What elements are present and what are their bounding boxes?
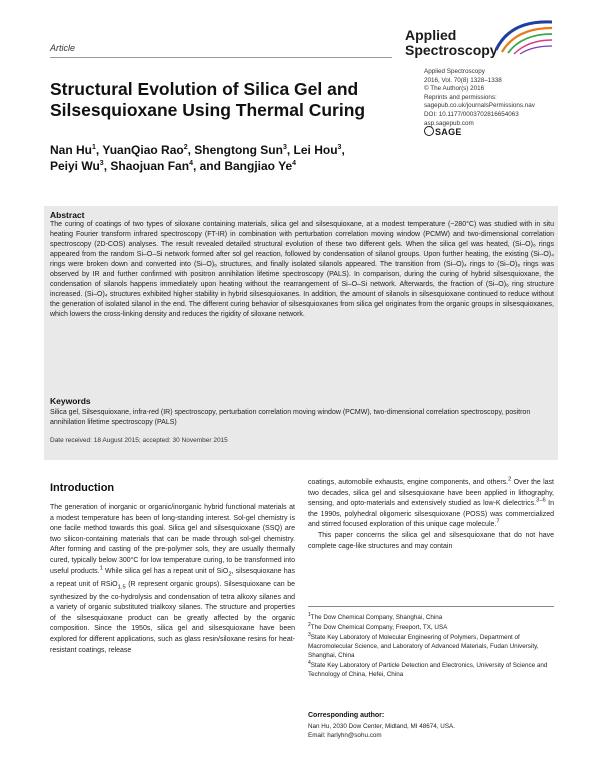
keywords-text: Silica gel, Silsesquioxane, infra-red (IR) spectroscopy, perturbation correlation moving window (PCMW), two-dimensional correlation spectroscopy, positron annihilation lifetime spectroscopy (PALS) <box>50 409 531 426</box>
affiliation-item: $^3$State Key Laboratory of Molecular Engineering of Polymers, Department of Macromolecular Science, and Laboratory of Advanced Materials, Fudan University, Shanghai, China <box>308 631 539 659</box>
pub-info-doi[interactable]: DOI: 10.1177/0003702816654063 <box>424 110 519 118</box>
affiliations <box>308 613 554 680</box>
keywords-heading: Keywords <box>50 396 91 406</box>
pub-info-line: Applied Spectroscopy <box>424 68 485 75</box>
affiliation-item: $^1$The Dow Chemical Company, Shanghai, China <box>308 611 443 621</box>
citation-ref[interactable]: 2 <box>508 476 512 483</box>
pub-info-link[interactable]: sagepub.co.uk/journalsPermissions.nav <box>424 102 535 110</box>
author-affil-mark: 4 <box>189 160 193 167</box>
pub-info-line: Reprints and permissions: <box>424 93 497 101</box>
author-name: Bangjiao Ye <box>224 159 293 173</box>
author-name: Shengtong Sun <box>194 143 283 157</box>
affiliation-item: $^2$The Dow Chemical Company, Freeport, TX, USA <box>308 621 448 631</box>
corresponding-author-details <box>308 722 554 740</box>
author-list: Nan Hu$^1$, YuanQiao Rao$^2$, Shengtong Sun$^3$, Lei Hou$^3$, Peiyi Wu$^3$, Shaojuan Fan$^4$, and Bangjiao Ye$^4$ <box>50 143 345 173</box>
received-dates: Date received: 18 August 2015; accepted: 30 November 2015 <box>50 437 228 444</box>
author-affil-mark: 3 <box>337 144 342 151</box>
body-paragraph: The generation of inorganic or organic/inorganic hybrid functional materials at a modest temperature has been of long-standing interest. Sol-gel chemistry is one facile method towards this goal. Silica gel and silsesquioxane (SSQ) are two silicon-containing materials that can be made through sol-gel chemistry. After forming and casting of the pre-polymer sols, they are usually thermally cured, typically below 300°C for low temperature curing, to be transformed into useful products.$^1$ While silica gel has a repeat unit of SiO$_2$, silsesquioxane has a repeat unit of RSiO$_{1.5}$ (R represent organic groups). Silsesquioxane can be synthesized by the co-hydrolysis and condensation of tetra alkoxy silanes and a variety of organic substituted trialkoxy silanes. The structure and properties of the silsesquioxane product can be greatly affected by the organic composition. Since the 1950s, silica gel and silsesquioxane have been explored for different applications, such as glass resin/siloxane resins for heat-resistant coatings, release <box>50 504 295 654</box>
article-type-label: Article <box>50 43 76 53</box>
author-affil-mark: 4 <box>292 160 297 167</box>
author-affil-mark: 2 <box>183 144 188 151</box>
corresponding-address: Nan Hu, 2030 Dow Center, Midland, MI 48674, USA. <box>308 723 456 730</box>
citation-ref[interactable]: 3–6 <box>536 497 546 504</box>
author-affil-mark: 3 <box>282 144 287 151</box>
publisher-logo <box>424 126 462 137</box>
author-name: Shaojuan Fan <box>110 159 190 173</box>
pub-info-line: 2016, Vol. 70(8) 1328–1338 <box>424 76 502 84</box>
publisher-name: SAGE <box>435 127 462 137</box>
body-paragraph: coatings, automobile exhausts, engine components, and others.$^2$ Over the last two decades, silica gel and silsesquioxane have been applied in lithography, sensing, and opto-materials and extensively studied as low-K dielectrics.$^{3-6}$ In the 1990s, polyhedral oligomeric silsesquioxane (POSS) was commercialized and stirred focused exploration of this unique cage molecule.$^7$ <box>308 476 554 529</box>
journal-logo-icon <box>492 16 556 56</box>
body-column-right <box>308 478 554 552</box>
citation-ref[interactable]: 1 <box>99 565 103 572</box>
paper-title: Structural Evolution of Silica Gel and Silsesquioxane Using Thermal Curing <box>50 79 366 120</box>
pub-info-link[interactable]: asp.sagepub.com <box>424 119 474 127</box>
abstract-heading: Abstract <box>50 210 85 220</box>
author-affil-mark: 3 <box>99 160 104 167</box>
affiliation-item: $^4$State Key Laboratory of Particle Detection and Electronics, University of Science and Technology of China, Hefei, China <box>308 659 548 678</box>
body-paragraph: This paper concerns the silica gel and silsesquioxane that do not have complete cage-like structures and may contain <box>308 531 554 550</box>
author-affil-mark: 1 <box>92 144 96 151</box>
section-heading-introduction: Introduction <box>50 482 115 494</box>
abstract-text: The curing of coatings of two types of siloxane containing materials, silica gel and silsesquioxane, at a modest temperature (~280°C) was studied with in situ heating Fourier transform infrared spectroscopy (FT-IR) in combination with perturbation correlation moving window (PCMW) and two-dimensional correlation spectroscopy (2D-COS) analyses. The result revealed detailed structural evolution of these two different gels. When the silica gel was heated, (Si–O)₆ rings appeared from the random Si–O–Si network formed after sol gel reaction, followed by condensation of silanol groups. Upon further heating, the existing (Si–O)₄ rings were broken down and converted into (Si–O)₆ structures, and finally isolated silanols appeared. The transition from (Si–O)₄ rings to (Si–O)₆ rings was observed by IR and further confirmed with positron annihilation lifetime spectroscopy (PALS). In comparison, during the curing of hybrid silsesquioxane, the condensation of silanols happens immediately upon heating without the rearrangement of Si–O–Si network. Afterwards, the fraction of (Si–O)₆ ring structure increased. (Si–O)₄ structures exhibited higher stability in hybrid silsesquioxanes. In addition, the amount of silanols in silsesquioxane continued to reduce without the generation of isolated silanol in the end. The different curing behavior of silsesquioxanes from silica gel originates from the organic groups in silsesquioxanes, which lowers the cross-linking density and reduces the rigidity of siloxane network. <box>50 221 554 318</box>
corresponding-email[interactable]: Email: harlyhn@sohu.com <box>308 732 382 739</box>
author-name: Lei Hou <box>293 143 338 157</box>
journal-name <box>405 28 498 58</box>
pub-info-line: © The Author(s) 2016 <box>424 85 485 93</box>
author-name: Peiyi Wu <box>50 159 100 173</box>
publication-info <box>424 68 535 128</box>
body-column-left <box>50 503 295 656</box>
header-divider <box>50 57 392 58</box>
corresponding-author-heading: Corresponding author: <box>308 712 385 719</box>
author-name: Nan Hu <box>50 143 92 157</box>
footnote-divider <box>308 606 554 607</box>
author-name: YuanQiao Rao <box>102 143 184 157</box>
citation-ref[interactable]: 7 <box>496 519 500 526</box>
sage-circle-icon <box>424 126 434 136</box>
journal-name-line2: Spectroscopy <box>405 42 498 58</box>
journal-name-line1: Applied <box>405 27 457 43</box>
